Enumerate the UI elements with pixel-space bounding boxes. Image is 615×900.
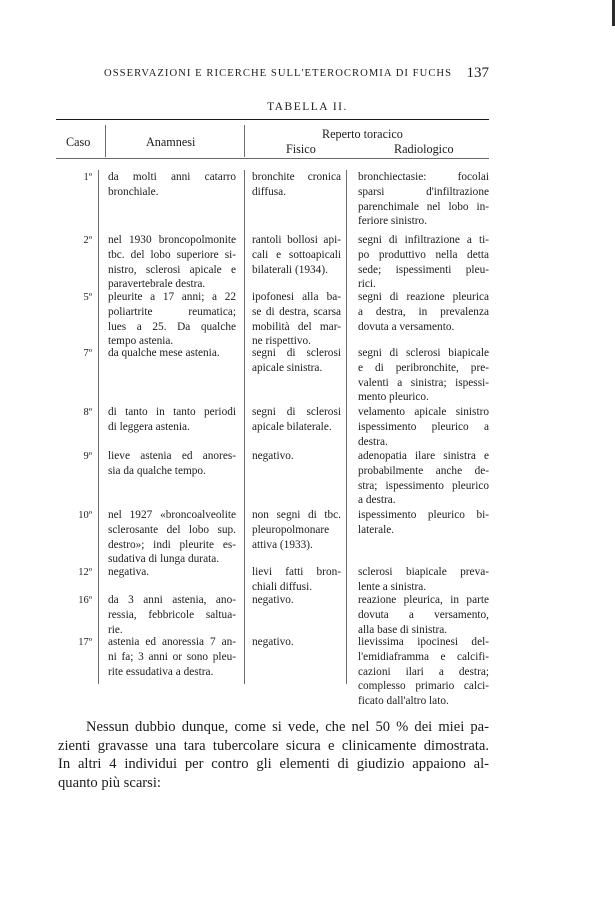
cell-line: se di destra, scarsa <box>252 305 341 318</box>
cell-line: nel 1927 «broncoalveolite <box>108 509 236 521</box>
cell-line: lievi fatti bron- <box>252 566 341 578</box>
cell-line: ressia, febbricole saltua- <box>108 608 236 621</box>
radiologico-cell <box>358 508 489 538</box>
cell-line: valenti a sinistra; ispessi- <box>358 376 489 389</box>
cell-line: bronchiale. <box>108 185 159 198</box>
caso-number: 2º <box>83 235 92 246</box>
anamnesi-cell <box>108 233 236 292</box>
cell-line: negativo. <box>252 594 294 606</box>
running-title: OSSERVAZIONI E RICERCHE SULL'ETEROCROMIA DI FUCHS <box>104 68 453 79</box>
cell-line: rite essudativa a destra. <box>108 665 214 678</box>
cell-line: bronchiectasie: focolai <box>358 171 489 183</box>
cell-line: ne rispettivo. <box>252 335 311 348</box>
page-number: 137 <box>466 65 489 81</box>
cell-line: negativo. <box>252 450 294 462</box>
cell-line: nistro, sclerosi apicale e <box>108 263 236 276</box>
column-divider <box>346 170 347 684</box>
cell-line: l'emidiaframma e calcifi- <box>358 650 489 663</box>
cell-line: tbc. del lobo superiore si- <box>108 248 236 261</box>
header-anamnesi: Anamnesi <box>146 135 196 149</box>
cell-line: poliartrite reumatica; <box>108 305 236 318</box>
cell-line: chiali diffusi. <box>252 580 313 593</box>
cell-line: non segni di tbc. <box>252 509 341 521</box>
cell-line: lente a sinistra. <box>358 580 427 593</box>
column-divider <box>98 170 99 684</box>
column-divider <box>244 125 245 157</box>
cell-line: da 3 anni astenia, ano- <box>108 594 236 606</box>
cell-line: negativa. <box>108 566 150 578</box>
anamnesi-cell <box>108 635 236 679</box>
cell-line: alla base di sinistra. <box>358 623 448 636</box>
cell-line: sparsi d'infiltrazione <box>358 185 489 198</box>
cell-line: adenopatia ilare sinistra e <box>358 450 489 462</box>
cell-line: rie. <box>108 623 123 636</box>
cell-line: ispessimento pleurico bi- <box>358 509 489 521</box>
cell-line: mento pleurico. <box>358 391 429 404</box>
cell-line: dovuta a versamento, <box>358 608 489 621</box>
header-fisico: Fisico <box>286 142 316 156</box>
header-caso: Caso <box>66 135 91 149</box>
cell-line: pleuropolmonare <box>252 523 330 536</box>
radiologico-cell <box>358 290 489 334</box>
cell-line: po produttivo nella detta <box>358 248 489 261</box>
radiologico-cell <box>358 346 489 405</box>
anamnesi-cell <box>108 449 236 479</box>
cell-line: rici. <box>358 278 376 291</box>
caso-number: 8º <box>83 407 92 418</box>
cell-line: parenchimale nel lobo in- <box>358 200 489 213</box>
caso-number: 1º <box>83 172 92 183</box>
cell-line: cali e sottoapicali <box>252 248 341 261</box>
cell-line: sia da qualche tempo. <box>108 464 206 477</box>
caso-number: 5º <box>83 292 92 303</box>
table-top-rule <box>56 119 489 120</box>
paragraph-line: Nessun dubbio dunque, come si vede, che nel 50 % dei miei pa- <box>86 719 489 735</box>
column-divider <box>105 125 106 157</box>
cell-line: da molti anni catarro <box>108 171 236 183</box>
anamnesi-cell <box>108 508 236 567</box>
cell-line: complesso primario calci- <box>358 680 489 693</box>
anamnesi-cell <box>108 405 236 435</box>
cell-line: e di peribronchite, pre- <box>358 361 489 374</box>
cell-line: ficato dall'altro lato. <box>358 695 449 708</box>
cell-line: sclerosante del lobo sup. <box>108 523 236 536</box>
cell-line: a destra. <box>358 494 396 507</box>
cell-line: feriore sinistro. <box>358 215 428 228</box>
caso-number: 12º <box>78 567 92 578</box>
running-head <box>104 66 489 86</box>
cell-line: ispessimento pleurico a <box>358 420 489 433</box>
cell-line: reazione pleurica, in parte <box>358 594 489 606</box>
cell-line: nel 1930 broncopolmonite <box>108 234 236 246</box>
cell-line: lievissima ipocinesi del- <box>358 636 489 648</box>
cell-line: attiva (1933). <box>252 538 313 551</box>
fisico-cell <box>252 170 341 200</box>
radiologico-cell <box>358 233 489 292</box>
cell-line: destro»; indi pleurite es- <box>108 538 236 551</box>
cell-line: segni di reazione pleurica <box>358 291 489 303</box>
fisico-cell <box>252 233 341 277</box>
cell-line: negativo. <box>252 636 294 648</box>
radiologico-cell <box>358 449 489 508</box>
cell-line: ni fa; 3 anni or sono pleu- <box>108 650 236 663</box>
cell-line: rantoli bollosi api- <box>252 234 341 246</box>
caso-number: 16º <box>78 595 92 606</box>
cell-line: lieve astenia ed anores- <box>108 450 236 462</box>
cell-line: apicale bilaterale. <box>252 420 332 433</box>
body-paragraph <box>58 718 489 792</box>
anamnesi-cell <box>108 170 236 200</box>
caso-number: 7º <box>83 348 92 359</box>
fisico-cell <box>252 565 341 595</box>
cell-line: sclerosi biapicale preva- <box>358 566 489 578</box>
cell-line: pleurite a 17 anni; a 22 <box>108 291 236 303</box>
cell-line: laterale. <box>358 523 395 536</box>
radiologico-cell <box>358 565 489 595</box>
cell-line: di leggera astenia. <box>108 420 190 433</box>
fisico-cell <box>252 290 341 349</box>
cell-line: bronchite cronica <box>252 171 341 183</box>
fisico-cell <box>252 405 341 435</box>
cell-line: di tanto in tanto periodi <box>108 406 236 418</box>
table-title: TABELLA II. <box>267 101 348 113</box>
anamnesi-cell <box>108 346 236 361</box>
radiologico-cell <box>358 635 489 709</box>
paragraph-line: In altri 4 individui per contro gli elementi di giudizio appaiono al- <box>58 756 489 773</box>
fisico-cell <box>252 508 341 552</box>
cell-line: ipofonesi alla ba- <box>252 291 341 303</box>
cell-line: segni di infiltrazione a ti- <box>358 234 489 246</box>
radiologico-cell <box>358 405 489 449</box>
cell-line: paravertebrale destra. <box>108 278 206 291</box>
cell-line: destra. <box>358 435 388 448</box>
cell-line: probabilmente anche de- <box>358 464 489 477</box>
cell-line: segni di sclerosi <box>252 347 341 359</box>
cell-line: velamento apicale sinistro <box>358 406 489 418</box>
paragraph-line: zienti gravasse una tara tubercolare sicura e clinicamente dimostrata. <box>58 737 489 754</box>
header-reperto-toracico: Reperto toracico <box>322 127 403 141</box>
cell-line: da qualche mese astenia. <box>108 347 220 359</box>
cell-line: sede; ispessimenti pleu- <box>358 263 489 276</box>
cell-line: segni di sclerosi <box>252 406 341 418</box>
cell-line: mobilità del mar- <box>252 320 341 333</box>
cell-line: apicale sinistra. <box>252 361 323 374</box>
cell-line: dovuta a versamento. <box>358 320 455 333</box>
anamnesi-cell <box>108 290 236 349</box>
cell-line: lues a 25. Da qualche <box>108 320 236 333</box>
radiologico-cell <box>358 170 489 229</box>
cell-line: a destra, in prevalenza <box>358 305 489 318</box>
cell-line: stra; ispessimento pleurico <box>358 479 489 492</box>
fisico-cell <box>252 449 341 464</box>
paragraph-line: quanto più scarsi: <box>58 774 161 791</box>
cell-line: cazioni ilari a destra; <box>358 665 489 678</box>
cell-line: tempo astenia. <box>108 335 174 348</box>
fisico-cell <box>252 635 341 650</box>
caso-number: 9º <box>83 451 92 462</box>
cell-line: bilaterali (1934). <box>252 263 328 276</box>
caso-number: 17º <box>78 637 92 648</box>
cell-line: astenia ed anoressia 7 an- <box>108 636 236 648</box>
anamnesi-cell <box>108 565 236 580</box>
cell-line: segni di sclerosi biapicale <box>358 347 489 359</box>
radiologico-cell <box>358 593 489 637</box>
column-divider <box>244 170 245 684</box>
fisico-cell <box>252 593 341 608</box>
header-radiologico: Radiologico <box>394 142 454 156</box>
anamnesi-cell <box>108 593 236 637</box>
caso-number: 10º <box>78 510 92 521</box>
table-header-rule <box>56 158 489 159</box>
fisico-cell <box>252 346 341 376</box>
cell-line: sudativa di lunga durata. <box>108 553 220 566</box>
cell-line: diffusa. <box>252 185 286 198</box>
